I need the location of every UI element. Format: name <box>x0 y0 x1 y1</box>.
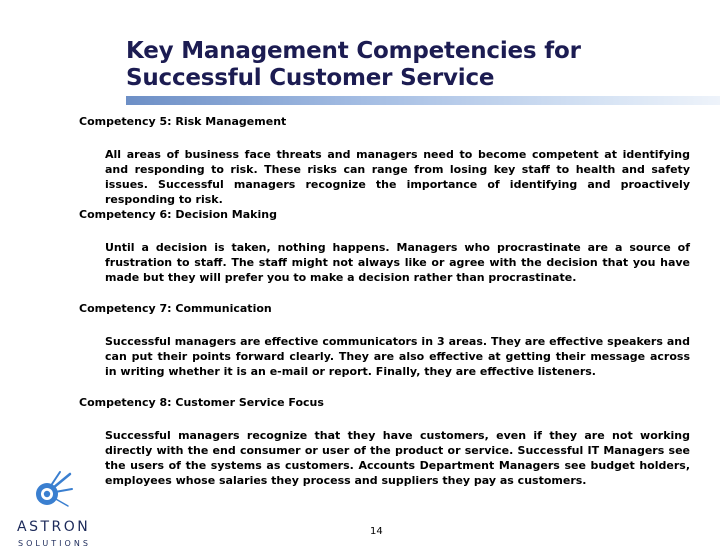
competency-6-heading: Competency 6: Decision Making <box>79 208 277 221</box>
competency-7-heading: Competency 7: Communication <box>79 302 272 315</box>
slide-title-line-1: Key Management Competencies for <box>126 38 581 64</box>
competency-5-heading: Competency 5: Risk Management <box>79 115 287 128</box>
logo-subtitle: SOLUTIONS <box>18 539 91 548</box>
competency-5-text: All areas of business face threats and managers need to become competent at identifying and responding to risk. These risks can range from losing key staff to health and safety issues. Successful managers recognize the importance of identifying and proactively responding to risk. <box>105 148 690 206</box>
page-number: 14 <box>370 526 383 537</box>
logo-wordmark: ASTRON <box>17 519 91 535</box>
astron-logo-icon <box>30 470 74 514</box>
slide-title-line-2: Successful Customer Service <box>126 65 495 91</box>
competency-7-text: Successful managers are effective communicators in 3 areas. They are effective speakers and can put their points forward clearly. They are also effective at getting their message across in writing whether it is an e-mail or report. Finally, they are effective listeners. <box>105 335 690 378</box>
competency-8-heading: Competency 8: Customer Service Focus <box>79 396 324 409</box>
slide-title <box>126 38 646 92</box>
competency-8-text: Successful managers recognize that they have customers, even if they are not working directly with the end consumer or user of the product or service. Successful IT Managers see the users of the systems as customers. Accounts Department Managers see budget holders, employees whose salaries they process and suppliers they pay as customers. <box>105 429 690 487</box>
title-divider-bar <box>126 96 720 105</box>
competency-6-text: Until a decision is taken, nothing happens. Managers who procrastinate are a source of frustration to staff. The staff might not always like or agree with the decision that you have made but they will prefer you to make a decision rather than procrastinate. <box>105 241 690 284</box>
